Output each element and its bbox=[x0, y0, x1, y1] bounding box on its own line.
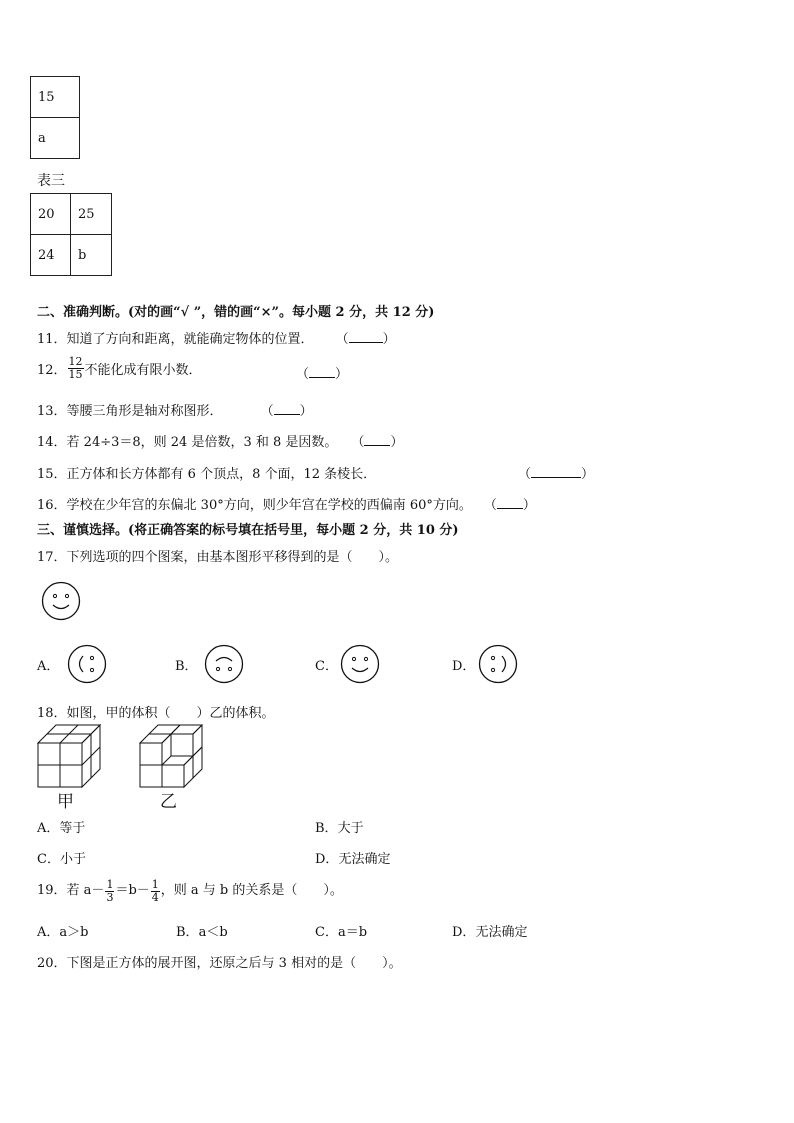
answer-blank[interactable] bbox=[349, 330, 383, 343]
option-b[interactable]: B．a＜b bbox=[176, 925, 228, 940]
question-text: 等腰三角形是轴对称图形． bbox=[66, 404, 223, 419]
question-12-bracket: （ ） bbox=[296, 367, 349, 382]
section-2-title: 二、准确判断。(对的画“√ ”，错的画“×”。每小题 2 分，共 12 分) bbox=[37, 305, 435, 320]
table-cell: 25 bbox=[71, 194, 112, 235]
fraction: $\frac{12}{15}$ bbox=[68, 355, 83, 381]
question-text: 正方体和长方体都有 6 个顶点，8 个面，12 条棱长． bbox=[66, 467, 377, 482]
question-12 bbox=[37, 356, 202, 381]
cube-jia-figure bbox=[37, 724, 103, 790]
fraction: $\frac{1}{3}$ bbox=[106, 877, 114, 904]
question-17 bbox=[37, 546, 398, 565]
question-number: 19． bbox=[37, 883, 67, 898]
table-two bbox=[30, 76, 80, 159]
option-b[interactable]: B． bbox=[175, 659, 198, 674]
question-14: 14．若 24÷3＝8，则 24 是倍数，3 和 8 是因数。 （ ） bbox=[37, 435, 404, 450]
answer-blank[interactable] bbox=[274, 402, 300, 415]
face-rotated-right-icon bbox=[477, 643, 519, 685]
question-number: 20． bbox=[37, 956, 67, 971]
table-cell: 15 bbox=[31, 77, 80, 118]
option-a[interactable]: A．等于 bbox=[37, 821, 86, 836]
question-15 bbox=[37, 463, 376, 482]
question-15-bracket: （ ） bbox=[518, 467, 595, 482]
answer-blank[interactable] bbox=[531, 465, 581, 478]
question-number: 11． bbox=[37, 332, 67, 347]
option-d[interactable]: D． bbox=[452, 659, 476, 674]
question-number: 18． bbox=[37, 706, 67, 721]
question-20 bbox=[37, 952, 402, 971]
question-13: 13．等腰三角形是轴对称图形． （ ） bbox=[37, 404, 313, 419]
answer-blank[interactable] bbox=[497, 496, 523, 509]
option-c[interactable]: C． bbox=[315, 659, 338, 674]
smiley-face-icon bbox=[339, 643, 381, 685]
table-cell: 20 bbox=[31, 194, 71, 235]
option-a[interactable]: A．a＞b bbox=[37, 925, 89, 940]
table-cell: a bbox=[31, 118, 80, 159]
option-c[interactable]: C．小于 bbox=[37, 852, 86, 867]
question-text: 学校在少年宫的东偏北 30°方向，则少年宫在学校的西偏南 60°方向。 bbox=[66, 498, 472, 513]
answer-blank[interactable] bbox=[309, 365, 335, 378]
question-text: 下列选项的四个图案，由基本图形平移得到的是（ ）。 bbox=[66, 550, 399, 565]
option-d[interactable]: D．无法确定 bbox=[315, 852, 391, 867]
section-3-title: 三、谨慎选择。(将正确答案的标号填在括号里，每小题 2 分，共 10 分) bbox=[37, 523, 459, 538]
question-text: 知道了方向和距离，就能确定物体的位置． bbox=[66, 332, 314, 347]
label-yi: 乙 bbox=[160, 792, 177, 812]
question-number: 16． bbox=[37, 498, 67, 513]
question-text: 不能化成有限小数． bbox=[84, 363, 202, 378]
option-a[interactable]: A． bbox=[37, 659, 60, 674]
cube-yi-figure bbox=[139, 724, 205, 790]
option-b[interactable]: B．大于 bbox=[315, 821, 364, 836]
question-18 bbox=[37, 702, 275, 721]
question-16: 16．学校在少年宫的东偏北 30°方向，则少年宫在学校的西偏南 60°方向。 （ ） bbox=[37, 498, 536, 513]
question-text: 下图是正方体的展开图，还原之后与 3 相对的是（ ）。 bbox=[66, 956, 402, 971]
face-rotated-left-icon bbox=[66, 643, 108, 685]
label-jia: 甲 bbox=[57, 792, 74, 812]
question-number: 14． bbox=[37, 435, 67, 450]
question-text: 若 24÷3＝8，则 24 是倍数，3 和 8 是因数。 bbox=[66, 435, 338, 450]
question-number: 15． bbox=[37, 467, 67, 482]
table-three-caption: 表三 bbox=[37, 173, 65, 189]
answer-blank[interactable] bbox=[364, 433, 390, 446]
fraction: $\frac{1}{4}$ bbox=[151, 877, 159, 904]
option-d[interactable]: D．无法确定 bbox=[452, 925, 528, 940]
smiley-face-icon bbox=[40, 580, 82, 622]
question-number: 13． bbox=[37, 404, 67, 419]
table-three bbox=[30, 193, 112, 276]
face-upside-down-icon bbox=[203, 643, 245, 685]
question-11: 11．知道了方向和距离，就能确定物体的位置． （ ） bbox=[37, 332, 396, 347]
question-19: 19．若 a－ $\frac{1}{3}$ ＝b－ $\frac{1}{4}$ ，则 a 与 b 的关系是（ ）。 bbox=[37, 877, 343, 904]
question-text: 如图，甲的体积（ ）乙的体积。 bbox=[66, 706, 275, 721]
question-number: 17． bbox=[37, 550, 67, 565]
question-number: 12． bbox=[37, 363, 67, 378]
table-cell: 24 bbox=[31, 235, 71, 276]
table-cell: b bbox=[71, 235, 112, 276]
option-c[interactable]: C．a＝b bbox=[315, 925, 368, 940]
